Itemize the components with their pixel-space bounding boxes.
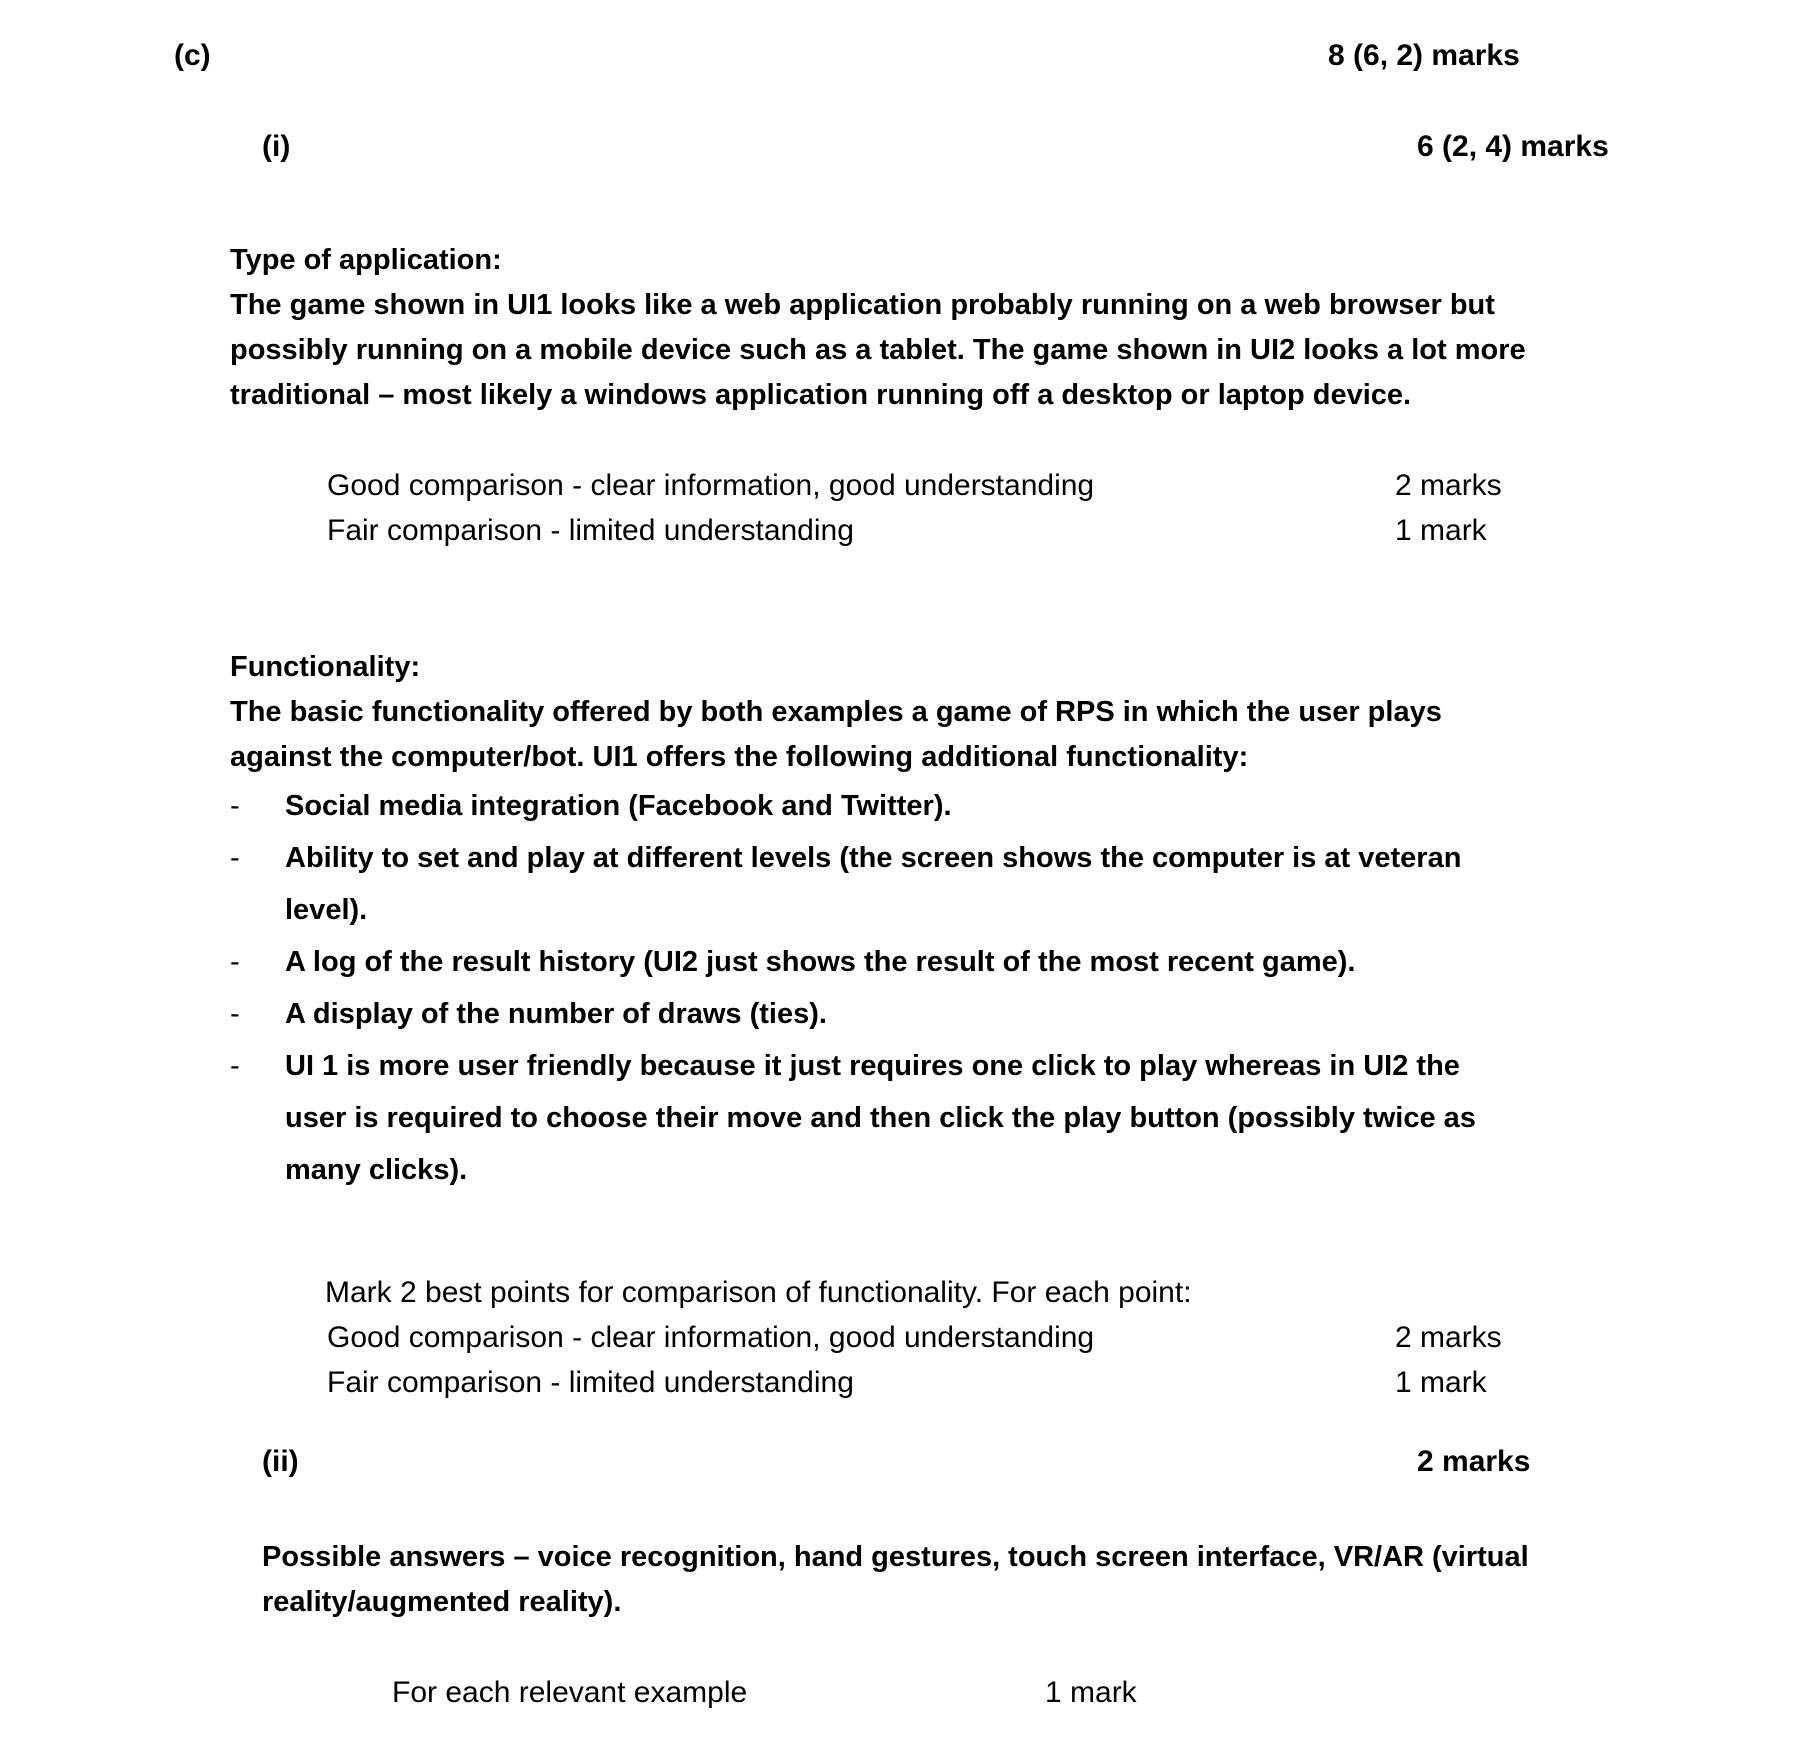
type-of-application-line: traditional – most likely a windows application running off a desktop or laptop device. <box>230 379 1412 411</box>
functionality-line: against the computer/bot. UI1 offers the following additional functionality: <box>230 741 1249 773</box>
functionality-line: The basic functionality offered by both examples a game of RPS in which the user plays <box>230 696 1442 728</box>
bullet-marker: - <box>230 842 240 874</box>
scheme-marks: 1 mark <box>1395 514 1487 547</box>
bullet-line: user is required to choose their move and then click the play button (possibly twice as <box>285 1102 1476 1134</box>
type-of-application-line: possibly running on a mobile device such as a tablet. The game shown in UI2 looks a lot more <box>230 334 1526 366</box>
bullet-item <box>230 780 1650 832</box>
part-label: (c) <box>174 39 211 72</box>
bullet-line: UI 1 is more user friendly because it just requires one click to play whereas in UI2 the <box>285 1050 1460 1082</box>
type-of-application-heading: Type of application: <box>230 244 502 276</box>
scheme-criterion: Fair comparison - limited understanding <box>327 1366 854 1399</box>
type-of-application-line: The game shown in UI1 looks like a web application probably running on a web browser but <box>230 289 1495 321</box>
functionality-heading: Functionality: <box>230 651 421 683</box>
bullet-item <box>230 936 1650 988</box>
bullet-item <box>230 988 1650 1040</box>
scheme-marks: 1 mark <box>1045 1676 1137 1709</box>
bullet-line: Social media integration (Facebook and Twitter). <box>285 790 952 822</box>
scheme-intro: Mark 2 best points for comparison of functionality. For each point: <box>325 1276 1192 1309</box>
bullet-marker: - <box>230 998 240 1030</box>
sub-ii-label: (ii) <box>262 1445 299 1478</box>
scheme-criterion: Good comparison - clear information, good understanding <box>327 469 1095 502</box>
bullet-line: A log of the result history (UI2 just shows the result of the most recent game). <box>285 946 1356 978</box>
bullet-line: level). <box>285 894 368 926</box>
bullet-line: many clicks). <box>285 1154 468 1186</box>
bullet-item <box>230 1040 1650 1196</box>
bullet-item <box>230 832 1650 936</box>
scheme-criterion: For each relevant example <box>392 1676 748 1709</box>
bullet-line: Ability to set and play at different levels (the screen shows the computer is at veteran <box>285 842 1462 874</box>
bullet-line: A display of the number of draws (ties). <box>285 998 827 1030</box>
scheme-marks: 2 marks <box>1395 1321 1502 1354</box>
sub-ii-answer-line: Possible answers – voice recognition, hand gestures, touch screen interface, VR/AR (virtual <box>262 1541 1529 1573</box>
bullet-marker: - <box>230 946 240 978</box>
scheme-marks: 2 marks <box>1395 469 1502 502</box>
sub-ii-marks: 2 marks <box>1417 1445 1531 1478</box>
part-marks: 8 (6, 2) marks <box>1328 39 1520 72</box>
scheme-criterion: Good comparison - clear information, good understanding <box>327 1321 1095 1354</box>
functionality-bullet-list <box>230 780 1650 1196</box>
sub-ii-answer-line: reality/augmented reality). <box>262 1586 622 1618</box>
sub-i-marks: 6 (2, 4) marks <box>1417 130 1609 163</box>
scheme-criterion: Fair comparison - limited understanding <box>327 514 854 547</box>
bullet-marker: - <box>230 790 240 822</box>
scheme-marks: 1 mark <box>1395 1366 1487 1399</box>
sub-i-label: (i) <box>262 130 291 163</box>
bullet-marker: - <box>230 1050 240 1082</box>
